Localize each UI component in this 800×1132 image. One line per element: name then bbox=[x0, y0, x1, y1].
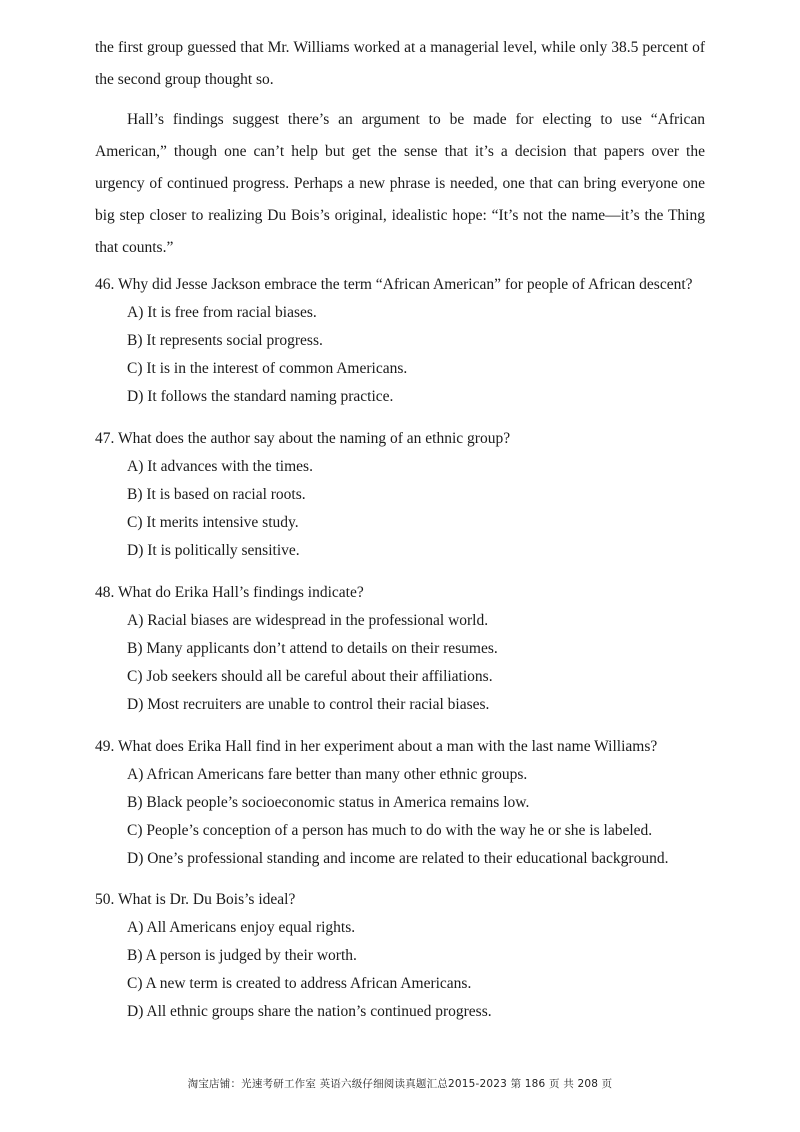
option-list bbox=[95, 453, 715, 565]
question-50 bbox=[95, 886, 715, 1026]
passage-paragraph-2: Hall’s findings suggest there’s an argument to be made for electing to use “African American,” though one can’t help but get the sense that it’s a decision that papers over the urgency of continued progress. Perhaps a new phrase is needed, one that can bring everyone one big step closer to realizing Du Bois’s original, idealistic hope: “It’s not the name—it’s the Thing that counts.” bbox=[95, 111, 705, 256]
option-d: D) It follows the standard naming practice. bbox=[127, 388, 394, 405]
question-49 bbox=[95, 733, 715, 873]
option-d: D) It is politically sensitive. bbox=[127, 542, 300, 559]
option-b: B) It represents social progress. bbox=[127, 332, 323, 349]
question-46 bbox=[95, 271, 715, 411]
option-a: A) It advances with the times. bbox=[127, 458, 313, 475]
passage-paragraph-1: the first group guessed that Mr. Williams worked at a managerial level, while only 38.5 percent of the second group thought so. bbox=[95, 39, 705, 88]
question-47 bbox=[95, 425, 715, 565]
question-48 bbox=[95, 579, 715, 719]
page-footer: 淘宝店铺：光速考研工作室 英语六级仔细阅读真题汇总2015-2023 第 186 页 共 208 页 bbox=[187, 1078, 613, 1090]
option-a: A) Racial biases are widespread in the professional world. bbox=[127, 612, 489, 629]
option-c: C) It merits intensive study. bbox=[127, 514, 299, 531]
option-a: A) It is free from racial biases. bbox=[127, 304, 317, 321]
question-stem: 49. What does Erika Hall find in her experiment about a man with the last name Williams? bbox=[95, 738, 658, 755]
option-c: C) A new term is created to address African Americans. bbox=[127, 975, 472, 992]
option-d: D) Most recruiters are unable to control their racial biases. bbox=[127, 696, 490, 713]
question-stem: 50. What is Dr. Du Bois’s ideal? bbox=[95, 891, 296, 908]
option-b: B) A person is judged by their worth. bbox=[127, 947, 357, 964]
option-b: B) Black people’s socioeconomic status in America remains low. bbox=[127, 794, 530, 811]
question-stem: 47. What does the author say about the naming of an ethnic group? bbox=[95, 430, 511, 447]
option-a: A) African Americans fare better than many other ethnic groups. bbox=[127, 766, 528, 783]
option-list bbox=[95, 607, 715, 719]
option-a: A) All Americans enjoy equal rights. bbox=[127, 919, 356, 936]
option-c: C) Job seekers should all be careful about their affiliations. bbox=[127, 668, 493, 685]
option-list bbox=[95, 914, 715, 1026]
option-d: D) One’s professional standing and income are related to their educational background. bbox=[127, 850, 669, 867]
option-c: C) It is in the interest of common Americans. bbox=[127, 360, 408, 377]
option-c: C) People’s conception of a person has much to do with the way he or she is labeled. bbox=[127, 822, 653, 839]
option-list bbox=[95, 761, 715, 873]
option-b: B) Many applicants don’t attend to details on their resumes. bbox=[127, 640, 498, 657]
option-b: B) It is based on racial roots. bbox=[127, 486, 306, 503]
option-d: D) All ethnic groups share the nation’s continued progress. bbox=[127, 1003, 492, 1020]
question-stem: 46. Why did Jesse Jackson embrace the term “African American” for people of African descent? bbox=[95, 276, 693, 293]
question-stem: 48. What do Erika Hall’s findings indicate? bbox=[95, 584, 364, 601]
option-list bbox=[95, 299, 715, 411]
